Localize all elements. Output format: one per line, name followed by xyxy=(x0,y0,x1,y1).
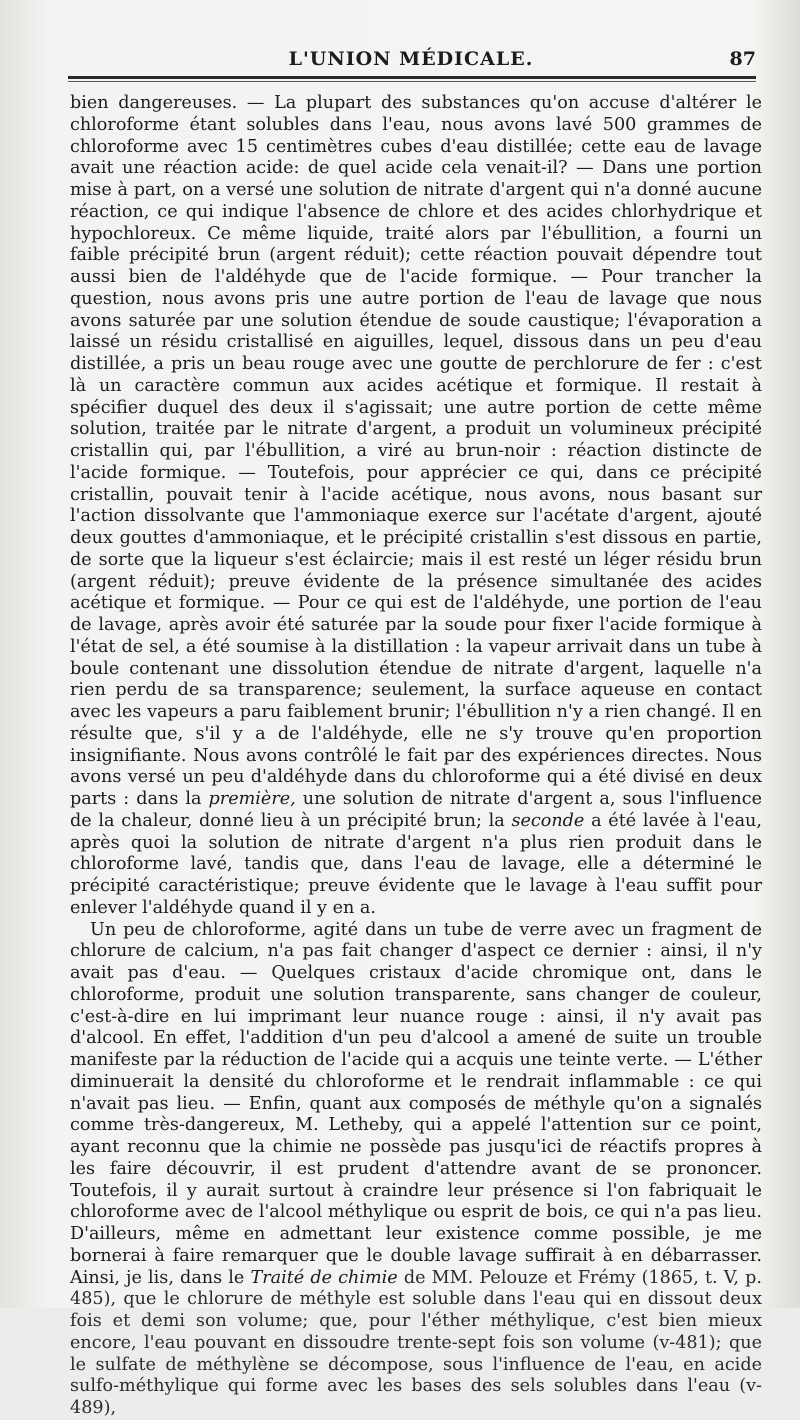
running-title: L'UNION MÉDICALE. xyxy=(288,48,534,70)
page-header xyxy=(66,40,756,72)
paragraph-2 xyxy=(70,920,762,1420)
paragraph-1-italic-premiere: première, xyxy=(208,789,296,809)
paragraph-1-text-2: une solution de nitrate d'argent a, sous l'influence de la chaleur, donné lieu à un précipité brun; la xyxy=(70,789,762,831)
paragraph-1-italic-seconde: seconde xyxy=(511,810,585,831)
paragraph-1 xyxy=(70,93,762,920)
page-number: 87 xyxy=(729,48,756,70)
paragraph-2-text-2: de MM. Pelouze et Frémy (1865, t. V, p. 485), que le chlorure de méthyle est soluble dans l'eau qui en dissout deux fois et demi son volume; que, pour l'éther méthylique, c'est bien mieux encore, l'eau pouvant en dissoudre trente-sept fois son volume (v-481); que le sulfate de méthylène se décompose, sous l'influence de l'eau, en acide sulfo-méthylique qui forme avec les bases des sels solubles dans l'eau (v-489), xyxy=(70,1267,762,1418)
paragraph-2-italic-traite: Traité de chimie xyxy=(250,1267,398,1288)
header-rule-thin xyxy=(68,81,756,82)
paragraph-2-text-1: Un peu de chloroforme, agité dans un tube de verre avec un fragment de chlorure de calcium, n'a pas fait changer d'aspect ce dernier : ainsi, il n'y avait pas d'eau. — Quelques cristaux d'acide chromique ont, dans le chloroforme, produit une solution transparente, sans changer de couleur, c'est-à-dire en lui imprimant leur nuance rouge : ainsi, il n'y avait pas d'alcool. En effet, l'addition d'un peu d'alcool a amené de suite un trouble manifeste par la réduction de l'acide qui a acquis une teinte verte. — L'éther diminuerait la densité du chloroforme et le rendrait inflammable : ce qui n'avait pas lieu. — Enfin, quant aux composés de méthyle qu'on a signalés comme très-dangereux, M. Letheby, qui a appelé l'attention sur ce point, ayant reconnu que la chimie ne possède pas jusqu'ici de réactifs propres à les faire découvrir, il est prudent d'attendre avant de se prononcer. Toutefois, il y aurait surtout à craindre leur présence si l'on fabriquait le chloroforme avec de l'alcool méthylique ou esprit de bois, ce qui n'a pas lieu. D'ailleurs, même en admettant leur existence comme possible, je me bornerai à faire remarquer que le double lavage suffirait à en débarrasser. Ainsi, je lis, dans le xyxy=(70,919,762,1288)
body-text xyxy=(70,93,762,1420)
header-rule-thick xyxy=(68,76,756,79)
paragraph-1-text-1: bien dangereuses. — La plupart des substances qu'on accuse d'altérer le chloroforme étant solubles dans l'eau, nous avons lavé 500 grammes de chloroforme avec 15 centimètres cubes d'eau distillée; cette eau de lavage avait une réaction acide: de quel acide cela venait-il? — Dans une portion mise à part, on a versé une solution de nitrate d'argent qui n'a donné aucune réaction, ce qui indique l'absence de chlore et des acides chlorhydrique et hypochloreux. Ce même liquide, traité alors par l'ébullition, a fourni un faible précipité brun (argent réduit); cette réaction pouvait dépendre tout aussi bien de l'aldéhyde que de l'acide formique. — Pour trancher la question, nous avons pris une autre portion de l'eau de lavage que nous avons saturée par une solution étendue de soude caustique; l'évaporation a laissé un résidu cristallisé en aiguilles, lequel, dissous dans un peu d'eau distillée, a pris un beau rouge avec une goutte de perchlorure de fer : c'est là un caractère commun aux acides acétique et formique. Il restait à spécifier duquel des deux il s'agissait; une autre portion de cette même solution, traitée par le nitrate d'argent, a produit un volumineux précipité cristallin qui, par l'ébullition, a viré au brun-noir : réaction distincte de l'acide formique. — Toutefois, pour apprécier ce qui, dans ce précipité cristallin, pouvait tenir à l'acide acétique, nous avons, nous basant sur l'action dissolvante que l'ammoniaque exerce sur l'acétate d'argent, ajouté deux gouttes d'ammoniaque, et le précipité cristallin s'est dissous en partie, de sorte que la liqueur s'est éclaircie; mais il est resté un léger résidu brun (argent réduit); preuve évidente de la présence simultanée des acides acétique et formique. — Pour ce qui est de l'aldéhyde, une portion de l'eau de lavage, après avoir été saturée par la soude pour fixer l'acide formique à l'état de sel, a été soumise à la distillation : la vapeur arrivait dans un tube à boule contenant une dissolution étendue de nitrate d'argent, laquelle n'a rien perdu de sa transparence; seulement, la surface aqueuse en contact avec les vapeurs a paru faiblement brunir; l'ébullition n'y a rien changé. Il en résulte que, s'il y a de l'aldéhyde, elle ne s'y trouve qu'en proportion insignifiante. Nous avons contrôlé le fait par des expériences directes. Nous avons versé un peu d'aldéhyde dans du chloroforme qui a été divisé en deux parts : dans la xyxy=(70,93,762,809)
paragraph-1-text-3: a été lavée à l'eau, après quoi la solution de nitrate d'argent n'a plus rien produit dans le chloroforme lavé, tandis que, dans l'eau de lavage, elle a déterminé le précipité caractéristique; preuve évidente que le lavage à l'eau suffit pour enlever l'aldéhyde quand il y en a. xyxy=(70,810,762,918)
